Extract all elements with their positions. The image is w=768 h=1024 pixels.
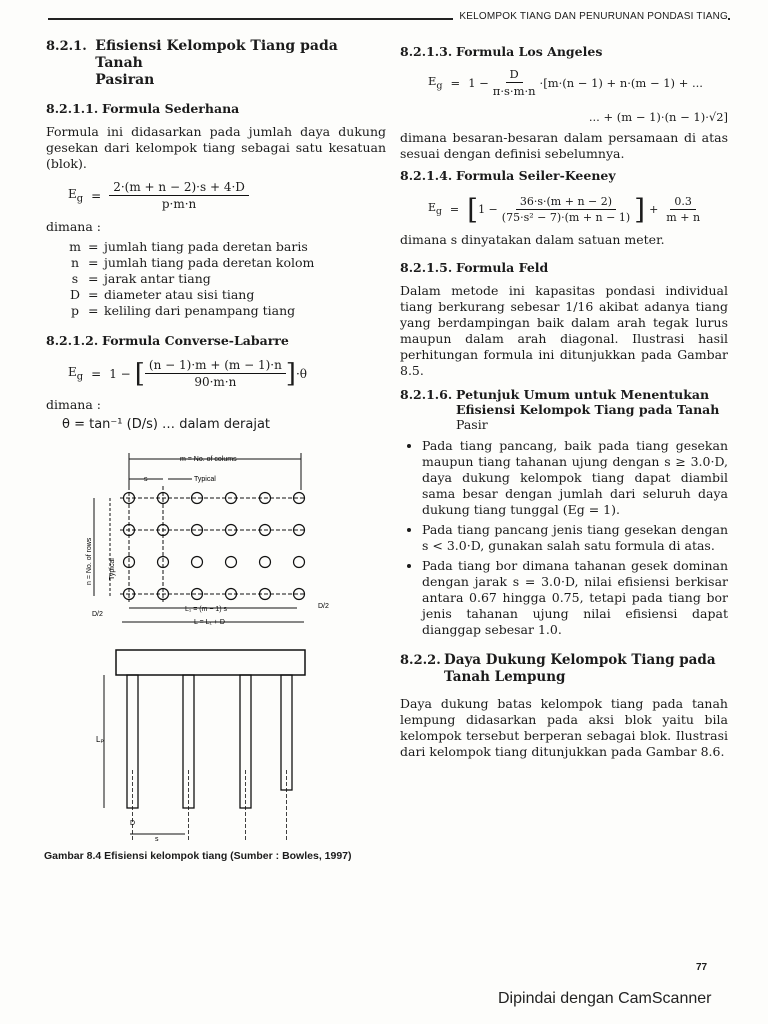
- section-8-2-1-5-heading: 8.2.1.5. Formula Feld: [400, 260, 549, 275]
- pile-cap: [116, 650, 305, 675]
- running-header: KELOMPOK TIANG DAN PENURUNAN PONDASI TIANG: [453, 11, 728, 22]
- dimana-label-2: dimana :: [46, 397, 101, 412]
- scanner-watermark: Dipindai dengan CamScanner: [498, 990, 712, 1007]
- pile-plan-circle: [260, 557, 271, 568]
- equation-seiler-keeney: $E_g$ = [ 1 − $\frac{36\cdot s\cdot(m + n - 2)}{\text{(75·s² − 7)·(m + n − 1)}}$ ] + $\frac{0.3}{m + n}$: [428, 193, 701, 226]
- lp-label: Lₚ: [96, 735, 104, 744]
- section-8-2-1-4-text: dimana s dinyatakan dalam satuan meter.: [400, 232, 665, 247]
- pile-group-figure: [80, 450, 350, 850]
- guideline-list: [400, 438, 728, 638]
- d-label: D: [130, 820, 136, 827]
- d2-label-right: D/2: [318, 603, 329, 610]
- pile-plan-circle: [294, 557, 305, 568]
- equation-simple: $E_g$ = $\frac{2\cdot(m + n - 2)\cdot s + 4\cdot D}{p\cdot m\cdot n}$: [68, 180, 386, 211]
- definition-row: m = jumlah tiang pada deretan baris: [69, 239, 308, 254]
- page-number: 77: [696, 962, 708, 973]
- pile-grid: [120, 486, 306, 602]
- section-8-2-1-2-heading: 8.2.1.2. Formula Converse-Labarre: [46, 333, 289, 348]
- equation-converse-labarre: $E_g$ = 1 − [ $\frac{(n - 1)\cdot m + (m - 1)\cdot n}{90\cdot m\cdot n}$ ] ·θ: [68, 358, 307, 389]
- section-8-2-2-text: Daya dukung batas kelompok tiang pada tanah lempung didasarkan pada aksi blok yaitu bila kelompok tersebut berperan sebagai blok. Ilustrasi dari kelompok tiang ditunjukkan pada Gambar 8.6.: [400, 696, 728, 759]
- section-8-2-2-heading: 8.2.2. Daya Dukung Kelompok Tiang pada Tanah Lempung: [400, 652, 716, 685]
- s-label-top: s: [144, 476, 148, 483]
- section-8-2-1-heading: 8.2.1. Efisiensi Kelompok Tiang pada Tanah Pasiran: [46, 38, 338, 88]
- definition-row: D = diameter atau sisi tiang: [69, 287, 255, 302]
- piles-elevation: [127, 675, 292, 842]
- section-8-2-1-3-text: dimana besaran-besaran dalam persamaan di atas sesuai dengan definisi sebelumnya.: [400, 130, 728, 161]
- section-8-2-1-6-heading: 8.2.1.6. Petunjuk Umum untuk Menentukan Efisiensi Kelompok Tiang pada Tanah Pasir: [400, 387, 720, 432]
- m-label: m = No. of colums: [180, 456, 237, 463]
- guideline-item: • Pada tiang pancang jenis tiang gesekan dengan s < 3.0·D, gunakan salah satu formula di atas.: [422, 522, 728, 554]
- typical-label-top: Typical: [194, 476, 216, 483]
- d2-label-left: D/2: [92, 611, 103, 618]
- theta-definition: θ = tan⁻¹ (D/s) … dalam derajat: [62, 417, 271, 432]
- guideline-item: • Pada tiang bor dimana tahanan gesek dominan dengan jarak s = 3.0·D, nilai efisiensi berkisar antara 0.67 hingga 0.75, tetapi pada tiang bor jenis tahanan ujung nilai efisiensi dapat dianggap sebesar 1.0.: [422, 558, 728, 638]
- definition-row: p = keliling dari penampang tiang: [70, 303, 296, 318]
- pile-plan-circle: [192, 557, 203, 568]
- figure-caption: Gambar 8.4 Efisiensi kelompok tiang (Sumber : Bowles, 1997): [44, 850, 352, 862]
- typical-label-side: Typical: [109, 558, 116, 580]
- l-label: L = L₁ + D: [194, 619, 225, 626]
- definition-row: n = jumlah tiang pada deretan kolom: [70, 255, 315, 270]
- dimana-label: dimana :: [46, 219, 101, 234]
- s-label-bottom: s: [155, 836, 159, 843]
- section-8-2-1-1-text: Formula ini didasarkan pada jumlah daya dukung gesekan dari kelompok tiang sebagai satu kesatuan (blok).: [46, 124, 386, 171]
- equation-los-angeles-cont: ... + (m − 1)·(n − 1)·√2]: [588, 110, 728, 124]
- n-label: n = No. of rows: [86, 537, 93, 585]
- section-8-2-1-3-heading: 8.2.1.3. Formula Los Angeles: [400, 44, 603, 59]
- definition-row: s = jarak antar tiang: [71, 271, 211, 286]
- section-8-2-1-5-text: Dalam metode ini kapasitas pondasi individual tiang berkurang sebesar 1/16 akibat adanya tiang yang berdampingan baik dalam arah tegak lurus maupun dalam arah diagonal. Ilustrasi hasil perhitungan formula ini ditunjukkan pada Gambar 8.5.: [400, 283, 728, 378]
- guideline-item: • Pada tiang pancang, baik pada tiang gesekan maupun tiang tahanan ujung dengan s ≥ 3.0·D, daya dukung kelompok tiang dapat diambil sama besar dengan jumlah dari seluruh daya dukung tiang tunggal (Eg = 1).: [422, 438, 728, 518]
- section-8-2-1-1-heading: 8.2.1.1. Formula Sederhana: [46, 101, 240, 116]
- definition-list: [62, 239, 386, 319]
- pile-plan-circle: [226, 557, 237, 568]
- equation-los-angeles: $E_g$ = 1 − $\frac{D}{\pi\cdot s\cdot m\cdot n}$ ·[m·(n − 1) + n·(m − 1) + ...: [428, 67, 703, 98]
- right-column: [400, 44, 728, 764]
- left-column: [46, 38, 386, 433]
- l1-label: L₁ = (m − 1) s: [185, 606, 228, 613]
- section-8-2-1-4-heading: 8.2.1.4. Formula Seiler-Keeney: [400, 168, 616, 183]
